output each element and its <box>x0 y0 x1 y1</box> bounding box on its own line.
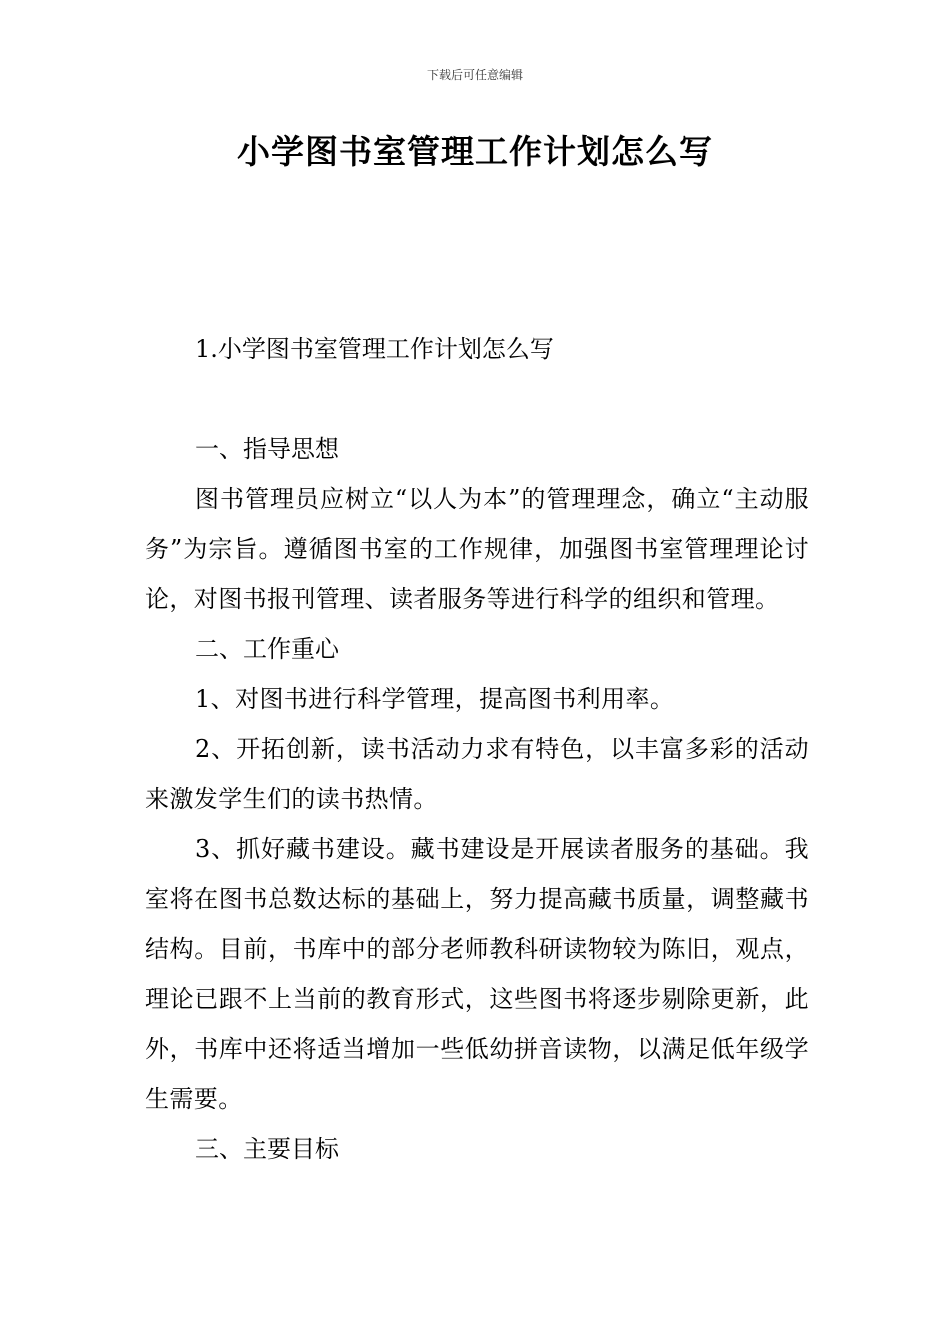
list-item-1: 1、对图书进行科学管理，提高图书利用率。 <box>195 685 675 713</box>
list-item-3: 3、抓好藏书建设。藏书建设是开展读者服务的基础。我室将在图书总数达标的基础上，努力提高藏书质量，调整藏书结构。目前，书库中的部分老师教科研读物较为陈旧，观点，理论已跟不上当前的教育形式，这些图书将逐步剔除更新，此外，书库中还将适当增加一些低幼拼音读物，以满足低年级学生需要。 <box>145 835 809 1113</box>
spacer <box>145 374 809 424</box>
section-heading-3: 三、主要目标 <box>195 1135 339 1163</box>
section-heading-2: 二、工作重心 <box>195 635 339 663</box>
document-body <box>145 324 809 1174</box>
numbered-heading: 1.小学图书室管理工作计划怎么写 <box>195 335 554 363</box>
section-heading-1: 一、指导思想 <box>195 435 339 463</box>
document-title: 小学图书室管理工作计划怎么写 <box>237 132 713 171</box>
list-item-2: 2、开拓创新，读书活动力求有特色，以丰富多彩的活动来激发学生们的读书热情。 <box>145 735 809 813</box>
watermark-text: 下载后可任意编辑 <box>426 68 523 82</box>
paragraph-guiding-thought: 图书管理员应树立“以人为本”的管理理念，确立“主动服务”为宗旨。遵循图书室的工作规律，加强图书室管理理论讨论，对图书报刊管理、读者服务等进行科学的组织和管理。 <box>145 485 809 613</box>
